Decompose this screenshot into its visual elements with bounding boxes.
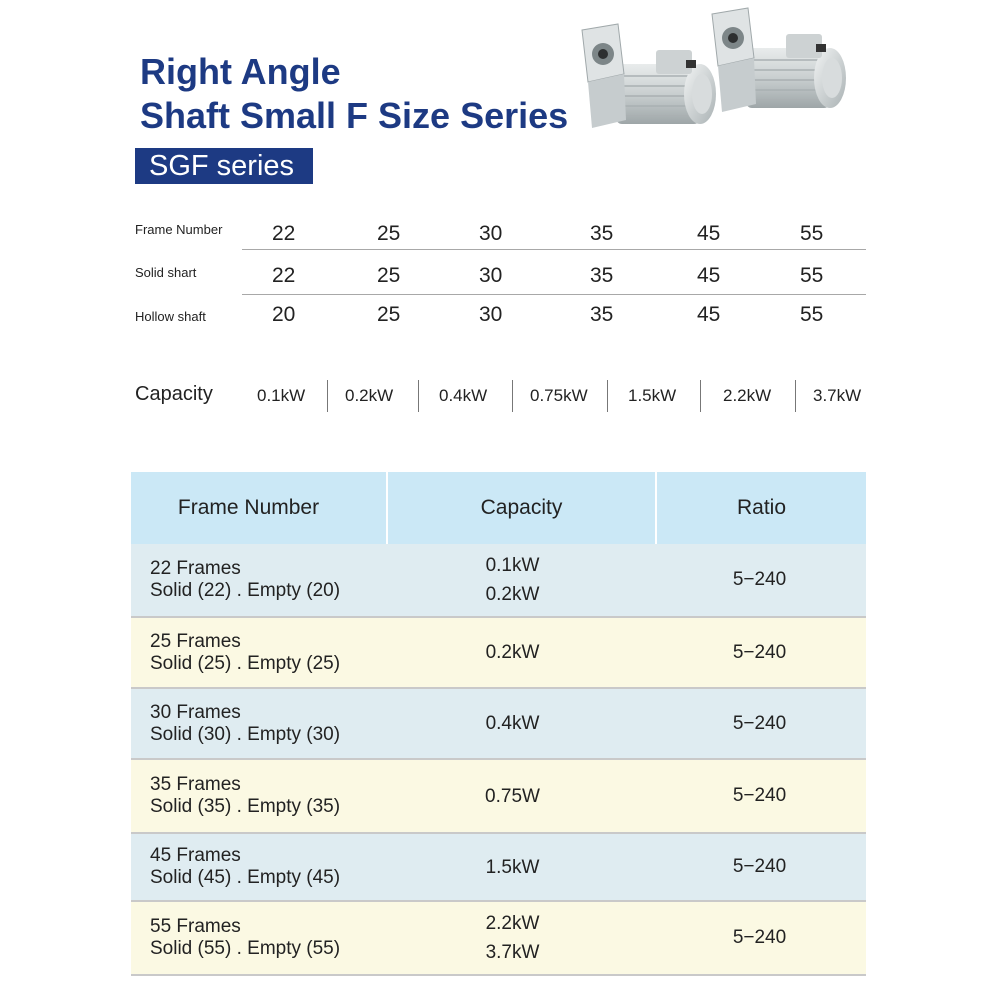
frame-cell bbox=[131, 544, 388, 616]
frame-cell bbox=[131, 618, 388, 687]
frame-name: 35 Frames bbox=[150, 774, 241, 795]
spec-value: 25 bbox=[377, 264, 401, 287]
capacity-value: 0.75W bbox=[485, 785, 540, 807]
capacity-value: 0.1kW bbox=[257, 386, 306, 405]
spec-value: 45 bbox=[697, 222, 721, 245]
spec-value: 22 bbox=[272, 222, 296, 245]
spec-value: 45 bbox=[697, 264, 721, 287]
capacity-value: 3.7kW bbox=[813, 386, 862, 405]
table-row bbox=[131, 618, 866, 689]
shaft-sizes: Solid (25) . Empty (25) bbox=[150, 652, 341, 674]
frame-name: 55 Frames bbox=[150, 916, 241, 937]
frame-name: 30 Frames bbox=[150, 701, 241, 723]
capacity-cell bbox=[388, 760, 657, 832]
capacity-value: 0.4kW bbox=[485, 713, 540, 734]
spec-value: 45 bbox=[697, 303, 721, 326]
product-images bbox=[578, 4, 860, 154]
ratio-cell: 5−240 bbox=[732, 569, 787, 590]
title-line-1: Right Angle bbox=[140, 51, 341, 92]
shaft-sizes: Solid (55) . Empty (55) bbox=[150, 938, 341, 959]
spec-value: 25 bbox=[377, 303, 401, 326]
spec-value: 25 bbox=[377, 222, 401, 245]
divider bbox=[242, 294, 866, 295]
divider bbox=[418, 380, 419, 412]
spec-value: 30 bbox=[479, 222, 503, 245]
table-row bbox=[131, 902, 866, 976]
capacity-cell bbox=[388, 902, 657, 974]
spec-value: 35 bbox=[590, 222, 614, 245]
shaft-sizes: Solid (45) . Empty (45) bbox=[150, 867, 341, 888]
divider bbox=[242, 249, 866, 250]
frame-cell bbox=[131, 760, 388, 832]
divider bbox=[700, 380, 701, 412]
spec-value: 22 bbox=[272, 264, 296, 287]
divider bbox=[327, 380, 328, 412]
divider bbox=[795, 380, 796, 412]
capacity-value: 1.5kW bbox=[628, 386, 677, 405]
capacity-value: 0.2kW bbox=[345, 386, 394, 405]
spec-label-solid-shaft: Solid shart bbox=[135, 265, 197, 280]
column-header-frame-number: Frame Number bbox=[131, 472, 388, 544]
spec-value: 55 bbox=[800, 303, 824, 326]
frame-cell bbox=[131, 902, 388, 974]
spec-value: 35 bbox=[590, 303, 614, 326]
capacity-cell bbox=[388, 834, 657, 900]
column-header-capacity: Capacity bbox=[388, 472, 657, 544]
capacity-cell bbox=[388, 689, 657, 758]
capacity-value: 1.5kW bbox=[485, 856, 540, 878]
spec-value: 55 bbox=[800, 264, 824, 287]
table-row bbox=[131, 760, 866, 834]
spec-value: 20 bbox=[272, 303, 296, 326]
spec-value: 35 bbox=[590, 264, 614, 287]
ratio-cell: 5−240 bbox=[732, 856, 787, 877]
ratio-cell: 5−240 bbox=[732, 641, 787, 663]
frame-cell bbox=[131, 834, 388, 900]
frame-name: 45 Frames bbox=[150, 845, 241, 866]
shaft-sizes: Solid (22) . Empty (20) bbox=[150, 580, 341, 601]
spec-value: 30 bbox=[479, 264, 503, 287]
ratio-cell: 5−240 bbox=[732, 785, 787, 806]
column-header-ratio: Ratio bbox=[736, 496, 787, 519]
table-header bbox=[131, 472, 866, 544]
spec-value: 55 bbox=[800, 222, 824, 245]
table-row bbox=[131, 689, 866, 760]
shaft-sizes: Solid (35) . Empty (35) bbox=[150, 796, 341, 817]
gear-motor-icon-2 bbox=[712, 8, 846, 112]
table-row bbox=[131, 544, 866, 618]
capacity-label: Capacity bbox=[135, 383, 213, 405]
capacity-value: 0.1kW bbox=[485, 555, 540, 576]
frame-name: 25 Frames bbox=[150, 630, 241, 652]
title-line-2: Shaft Small F Size Series bbox=[140, 95, 569, 136]
spec-label-frame-number: Frame Number bbox=[135, 222, 223, 237]
spec-value: 30 bbox=[479, 303, 503, 326]
capacity-value: 0.2kW bbox=[485, 642, 540, 663]
capacity-value: 2.2kW bbox=[723, 386, 772, 405]
ratio-cell: 5−240 bbox=[732, 927, 787, 948]
frame-name: 22 Frames bbox=[150, 558, 241, 579]
frame-table bbox=[131, 472, 866, 976]
page-title bbox=[140, 50, 568, 138]
shaft-sizes: Solid (30) . Empty (30) bbox=[150, 723, 341, 745]
spec-label-hollow-shaft: Hollow shaft bbox=[135, 309, 206, 324]
divider bbox=[512, 380, 513, 412]
capacity-value: 0.75kW bbox=[530, 386, 588, 405]
series-badge: SGF series bbox=[135, 148, 313, 184]
capacity-cell bbox=[388, 544, 657, 616]
capacity-cell bbox=[388, 618, 657, 687]
capacity-value: 2.2kW bbox=[485, 913, 540, 934]
divider bbox=[607, 380, 608, 412]
frame-cell bbox=[131, 689, 388, 758]
gear-motor-icon-1 bbox=[582, 24, 716, 128]
capacity-value: 0.2kW bbox=[485, 584, 540, 605]
ratio-cell: 5−240 bbox=[732, 712, 787, 734]
capacity-value: 0.4kW bbox=[439, 386, 488, 405]
table-row bbox=[131, 834, 866, 902]
capacity-value: 3.7kW bbox=[485, 942, 540, 963]
